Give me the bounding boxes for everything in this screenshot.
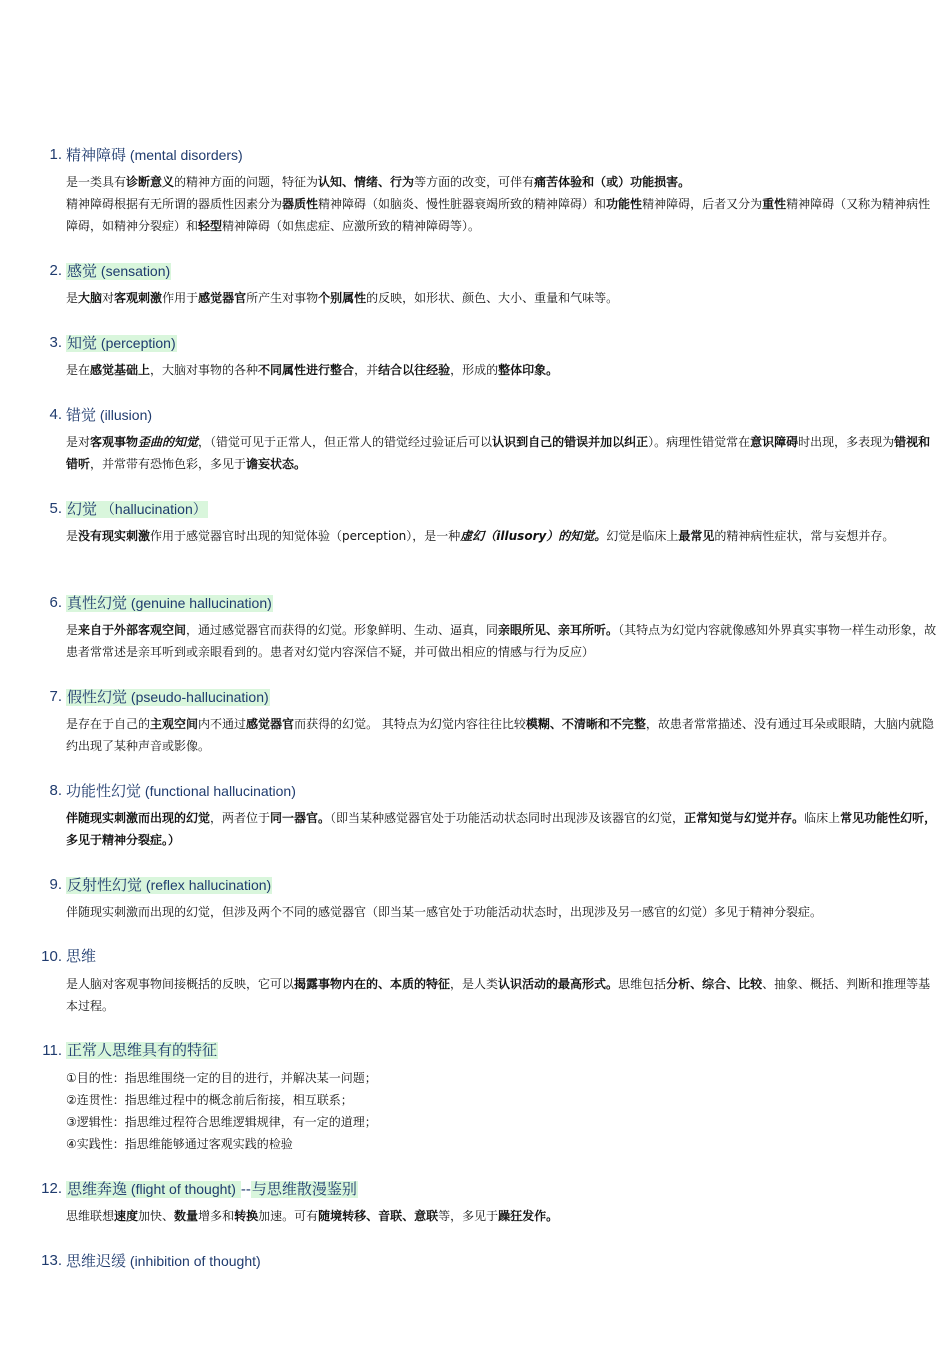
- entry-number: 13 .: [22, 1250, 66, 1272]
- bold-text: 分析、综合、比较: [666, 977, 763, 991]
- entry-number: 4 .: [22, 404, 66, 426]
- bold-text: 认知、情绪、行为: [318, 175, 415, 189]
- body-text: 的反映，如形状、颜色、大小、重量和气味等。: [366, 291, 619, 305]
- bold-text: 整体印象。: [498, 363, 559, 377]
- heading-title-en: (sensation): [97, 263, 171, 279]
- heading-title-group: [66, 335, 177, 352]
- bold-text: 随境转移、音联、意联: [318, 1209, 439, 1223]
- entry-heading: [49, 874, 272, 896]
- body-text: 临床上: [804, 811, 841, 825]
- bold-text: 感觉基础上: [90, 363, 151, 377]
- body-text: 精神障碍（如焦虑症、应激所致的精神障碍等）。: [222, 219, 481, 233]
- bold-text: 认识活动的最高形式。: [498, 977, 619, 991]
- bold-text: 不同属性进行整合: [258, 363, 355, 377]
- bold-text: 诊断意义: [126, 175, 175, 189]
- entry-heading: [49, 686, 270, 708]
- body-paragraph: [66, 1089, 938, 1111]
- body-text: 作用于感觉器官时出现的知觉体验（perception），是一种: [150, 529, 461, 543]
- heading-title-en: (illusion): [96, 407, 153, 423]
- bold-text: 认识到自己的错误并加以纠正: [492, 435, 649, 449]
- heading-title-group: [66, 783, 296, 800]
- heading-title-group: [66, 1042, 218, 1059]
- body-text: ）。病理性错觉常在: [648, 435, 751, 449]
- heading-separator: --: [240, 1181, 251, 1198]
- entry-body: [66, 1067, 938, 1155]
- body-text: ②连贯性：指思维过程中的概念前后衔接，相互联系；: [66, 1093, 353, 1107]
- body-text: 作用于: [162, 291, 199, 305]
- bold-text: 客观刺激: [114, 291, 163, 305]
- entry-body: [66, 807, 938, 851]
- entry-heading: [41, 1178, 358, 1200]
- body-paragraph: [66, 1133, 938, 1155]
- heading-title: 真性幻觉: [67, 595, 128, 612]
- body-text: 精神障碍（又称为精神病性障碍，如精神分裂症）和: [66, 197, 931, 233]
- heading-title-en: (flight of thought): [127, 1181, 240, 1197]
- body-text: ，通过感觉器官而获得的幻觉。形象鲜明、生动、逼真，同: [186, 623, 499, 637]
- body-text: 是: [66, 529, 79, 543]
- body-text: ，是人类: [450, 977, 499, 991]
- bold-text: 重性: [762, 197, 787, 211]
- entry-number: 1 .: [22, 144, 66, 166]
- body-text: 的精神病性症状，常与妄想并存。: [714, 529, 895, 543]
- heading-title-group: [66, 1253, 261, 1270]
- entry-body: [66, 431, 938, 475]
- body-text: ，形成的: [450, 363, 499, 377]
- heading-title-en: (mental disorders): [126, 147, 243, 163]
- heading-title-group: [66, 595, 273, 612]
- entry-number: 6 .: [22, 592, 66, 614]
- heading-title: 精神障碍: [66, 147, 127, 164]
- heading-title: 思维: [66, 948, 97, 965]
- body-text: 幻觉是临床上: [606, 529, 679, 543]
- entry-number: 9 .: [22, 874, 66, 896]
- heading-title-group: [66, 1181, 241, 1198]
- bold-text: 转换: [234, 1209, 259, 1223]
- bold-text: 亲眼所见、亲耳所听。: [498, 623, 619, 637]
- bold-text: 同一器官。: [270, 811, 331, 825]
- body-text: 是人脑对客观事物间接概括的反映，它可以: [66, 977, 295, 991]
- entry-heading: [49, 260, 171, 282]
- entry-heading: [41, 946, 97, 968]
- body-text: 伴随现实刺激而出现的幻觉，但涉及两个不同的感觉器官（即当某一感官处于功能活动状态时，出现涉及另一感官的幻觉）多见于精神分裂症。: [66, 905, 823, 919]
- body-text: 是对: [66, 435, 91, 449]
- entry-body: [66, 619, 938, 663]
- bold-italic-run: [460, 529, 606, 543]
- entry-heading: [49, 144, 243, 166]
- bold-text: 个别属性: [318, 291, 367, 305]
- entry-body: [66, 1205, 938, 1227]
- body-text: ，并: [354, 363, 379, 377]
- entry-body: [66, 171, 938, 237]
- body-paragraph: [66, 619, 938, 663]
- heading-title: 思维迟缓: [66, 1253, 127, 1270]
- heading-title-en: (genuine hallucination): [127, 595, 272, 611]
- body-text: ，两者位于: [210, 811, 271, 825]
- heading-title: 感觉: [67, 263, 98, 280]
- bold-text: 最常见: [678, 529, 715, 543]
- body-text: 、抽象、概括、判断和推理等基本过程。: [66, 977, 931, 1013]
- body-paragraph: [66, 171, 938, 193]
- body-text: 是: [66, 291, 79, 305]
- heading-title-en: (perception): [97, 335, 176, 351]
- bold-text: 没有现实刺激: [78, 529, 151, 543]
- heading-title: 反射性幻觉: [67, 877, 143, 894]
- body-paragraph: [66, 525, 938, 547]
- body-text: ③逻辑性：指思维过程符合思维逻辑规律，有一定的道理；: [66, 1115, 377, 1129]
- heading-title: 知觉: [67, 335, 98, 352]
- entry-number: 8 .: [22, 780, 66, 802]
- heading-title: 正常人思维具有的特征: [67, 1042, 218, 1059]
- entry-heading: [49, 780, 296, 802]
- entry-number: 3 .: [22, 332, 66, 354]
- entry-body: [66, 525, 938, 547]
- bold-text: 正常知觉与幻觉并存。: [684, 811, 805, 825]
- body-paragraph: [66, 359, 938, 381]
- bold-text: 模糊、不清晰和不完整: [525, 717, 646, 731]
- heading-title: 功能性幻觉: [66, 783, 142, 800]
- entry-heading: [49, 592, 273, 614]
- entry-number: 11 .: [22, 1040, 66, 1062]
- bold-text: 伴随现实刺激而出现的幻觉: [66, 811, 211, 825]
- body-paragraph: [66, 431, 938, 475]
- heading-title-group: [66, 948, 96, 965]
- body-text: 思维包括: [618, 977, 667, 991]
- body-paragraph: [66, 901, 938, 923]
- entry-body: [66, 359, 938, 381]
- entry-body: [66, 713, 938, 757]
- heading-title: 假性幻觉: [67, 689, 128, 706]
- body-text: 是: [66, 623, 79, 637]
- bold-text: 躁狂发作。: [498, 1209, 559, 1223]
- heading-title-en: (pseudo-hallucination): [127, 689, 269, 705]
- entry-number: 10 .: [22, 946, 66, 968]
- entry-heading: [41, 1250, 261, 1272]
- body-text: 时出现，多表现为: [798, 435, 895, 449]
- body-text: 等，多见于: [438, 1209, 499, 1223]
- bold-text: 速度: [114, 1209, 139, 1223]
- body-text: 所产生对事物: [246, 291, 319, 305]
- heading-title: 错觉: [66, 407, 97, 424]
- body-text: ，大脑对事物的各种: [150, 363, 259, 377]
- body-text: 等方面的改变，可伴有: [414, 175, 535, 189]
- entry-body: [66, 287, 938, 309]
- entry-number: 12 .: [22, 1178, 66, 1200]
- body-text: 是一类具有: [66, 175, 127, 189]
- body-text: 内不通过: [198, 717, 247, 731]
- entry-heading: [49, 332, 177, 354]
- bold-text: 痛苦体验和（或）功能损害。: [534, 175, 691, 189]
- emphasis-text: 歪曲的知觉: [138, 435, 199, 449]
- body-text: 加速。可有: [258, 1209, 319, 1223]
- entry-number: 2 .: [22, 260, 66, 282]
- body-paragraph: [66, 1205, 938, 1227]
- heading-title-group: [66, 263, 171, 280]
- heading-title-group: [66, 689, 270, 706]
- body-text: ，故患者常常描述、没有通过耳朵或眼睛，大脑内就隐约出现了某种声音或影像。: [66, 717, 934, 753]
- bold-text: 谵妄状态。: [246, 457, 307, 471]
- heading-title-group: [66, 877, 272, 894]
- body-paragraph: [66, 1067, 938, 1089]
- body-paragraph: [66, 287, 938, 309]
- bold-text: 器质性: [282, 197, 319, 211]
- body-text: 对: [102, 291, 115, 305]
- body-text: ，（错觉可见于正常人，但正常人的错觉经过验证后可以: [198, 435, 493, 449]
- bold-text: 意识障碍: [750, 435, 799, 449]
- heading-subtitle: 与思维散漫鉴别: [251, 1181, 357, 1198]
- body-text: ④实践性：指思维能够通过客观实践的检验: [66, 1137, 293, 1151]
- body-text: （其特点为幻觉内容就像感知外界真实事物一样生动形象，故患者常常述是亲耳听到或亲眼看到的。患者对幻觉内容深信不疑，并可做出相应的情感与行为反应）: [66, 623, 937, 659]
- bold-text: 功能性: [606, 197, 643, 211]
- bold-text: 轻型: [198, 219, 223, 233]
- bold-text: 错视和错听: [66, 435, 931, 471]
- body-text: 加快、: [138, 1209, 175, 1223]
- bold-text: 常见功能性幻听，多见于精神分裂症。）: [66, 811, 937, 847]
- bold-text: 结合以往经验: [378, 363, 451, 377]
- body-text: （即当某种感觉器官处于功能活动状态同时出现涉及该器官的幻觉，: [330, 811, 685, 825]
- body-text: 是在: [66, 363, 91, 377]
- bold-text: 大脑: [78, 291, 103, 305]
- bold-text: 来自于外部客观空间: [78, 623, 187, 637]
- body-paragraph: [66, 807, 938, 851]
- body-text: 而获得的幻觉。 其特点为幻觉内容往往比较: [294, 717, 526, 731]
- bold-text: 感觉器官: [198, 291, 247, 305]
- entry-body: [66, 901, 938, 923]
- body-text: 精神障碍，后者又分为: [642, 197, 763, 211]
- body-text: 是存在于自己的: [66, 717, 151, 731]
- heading-subtitle-group: [251, 1181, 358, 1198]
- body-paragraph: [66, 1111, 938, 1133]
- body-paragraph: [66, 713, 938, 757]
- emphasis-text: 虚幻（illusory）的知觉。: [460, 529, 607, 543]
- body-paragraph: [66, 973, 938, 1017]
- heading-title: 幻觉: [67, 501, 98, 518]
- heading-title-group: [66, 147, 243, 164]
- entry-number: 5 .: [22, 498, 66, 520]
- heading-title-group: [66, 501, 208, 518]
- body-text: ①目的性：指思维围绕一定的目的进行，并解决某一问题；: [66, 1071, 377, 1085]
- bold-text: 主观空间: [150, 717, 199, 731]
- entry-heading: [49, 498, 208, 520]
- entry-heading: [49, 404, 153, 426]
- body-text: 增多和: [198, 1209, 235, 1223]
- body-paragraph: [66, 193, 938, 237]
- body-text: 思维联想: [66, 1209, 115, 1223]
- heading-title-group: [66, 407, 152, 424]
- entry-body: [66, 973, 938, 1017]
- entry-number: 7 .: [22, 686, 66, 708]
- body-text: 精神障碍（如脑炎、慢性脏器衰竭所致的精神障碍）和: [318, 197, 607, 211]
- body-text: 的精神方面的问题，特征为: [174, 175, 319, 189]
- heading-title-en: （hallucination）: [97, 501, 207, 517]
- body-text: 精神障碍根据有无所谓的器质性因素分为: [66, 197, 283, 211]
- entry-heading: [42, 1040, 218, 1062]
- bold-italic-run: [138, 435, 198, 449]
- bold-text: 客观事物: [90, 435, 139, 449]
- bold-text: 感觉器官: [246, 717, 295, 731]
- bold-text: 数量: [174, 1209, 199, 1223]
- heading-title: 思维奔逸: [67, 1181, 128, 1198]
- bold-text: 揭露事物内在的、本质的特征: [294, 977, 451, 991]
- body-text: ，并常带有恐怖色彩，多见于: [90, 457, 247, 471]
- heading-title-en: (functional hallucination): [141, 783, 296, 799]
- heading-title-en: (inhibition of thought): [126, 1253, 261, 1269]
- heading-title-en: (reflex hallucination): [142, 877, 272, 893]
